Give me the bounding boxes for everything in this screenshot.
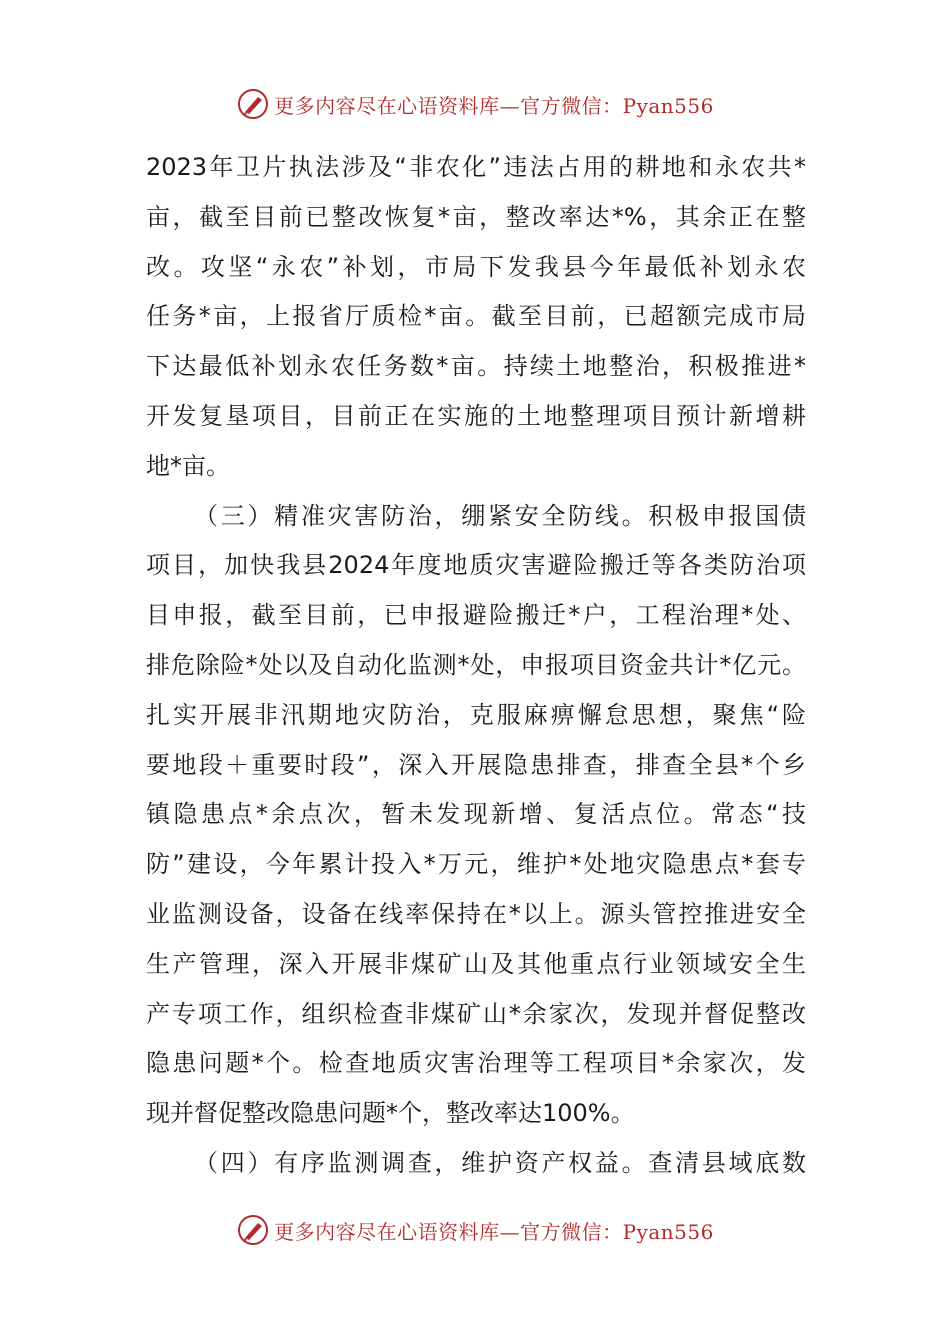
text-line: 防”建设，今年累计投入*万元，维护*处地灾隐患点*套专 [146, 850, 806, 879]
footer-watermark [0, 1210, 950, 1250]
text-line: 任务*亩，上报省厅质检*亩。截至目前，已超额完成市局 [146, 302, 806, 331]
text-line: 隐患问题*个。检查地质灾害治理等工程项目*余家次，发 [146, 1049, 806, 1078]
text-line: 项目，加快我县2024年度地质灾害避险搬迁等各类防治项 [146, 551, 806, 580]
section-heading-line: （四）有序监测调查，维护资产权益。查清县域底数 [194, 1148, 806, 1177]
section-heading-line: （三）精准灾害防治，绷紧安全防线。积极申报国债 [194, 501, 806, 530]
text-line: 现并督促整改隐患问题*个，整改率达100%。 [146, 1099, 635, 1128]
text-line: 生产管理，深入开展非煤矿山及其他重点行业领域安全生 [146, 949, 806, 978]
text-line: 要地段＋重要时段”，深入开展隐患排查，排查全县*个乡 [146, 750, 806, 779]
pen-logo-icon [236, 1213, 270, 1247]
text-line: 地*亩。 [146, 451, 230, 480]
text-line: 产专项工作，组织检查非煤矿山*余家次，发现并督促整改 [146, 999, 806, 1028]
text-line: 排危除险*处以及自动化监测*处，申报项目资金共计*亿元。 [146, 650, 806, 679]
text-line: 目申报，截至目前，已申报避险搬迁*户，工程治理*处、 [146, 601, 806, 630]
text-line: 2023年卫片执法涉及“非农化”违法占用的耕地和永农共* [146, 153, 806, 181]
footer-watermark-text: 更多内容尽在心语资料库—官方微信：Pyan556 [274, 1219, 714, 1244]
text-line: 镇隐患点*余点次，暂未发现新增、复活点位。常态“技 [146, 800, 806, 829]
pen-logo-icon [236, 87, 270, 121]
text-line: 开发复垦项目，目前正在实施的土地整理项目预计新增耕 [146, 401, 806, 430]
text-line: 扎实开展非汛期地灾防治，克服麻痹懈怠思想，聚焦“险 [146, 700, 806, 729]
text-line: 业监测设备，设备在线率保持在*以上。源头管控推进安全 [146, 899, 806, 928]
document-body [146, 143, 806, 1189]
text-line: 下达最低补划永农任务数*亩。持续土地整治，积极推进* [146, 352, 806, 381]
header-watermark [0, 84, 950, 124]
header-watermark-text: 更多内容尽在心语资料库—官方微信：Pyan556 [274, 93, 714, 118]
text-line: 改。攻坚“永农”补划，市局下发我县今年最低补划永农 [146, 252, 806, 281]
text-line: 亩，截至目前已整改恢复*亩，整改率达*%，其余正在整 [146, 202, 806, 231]
